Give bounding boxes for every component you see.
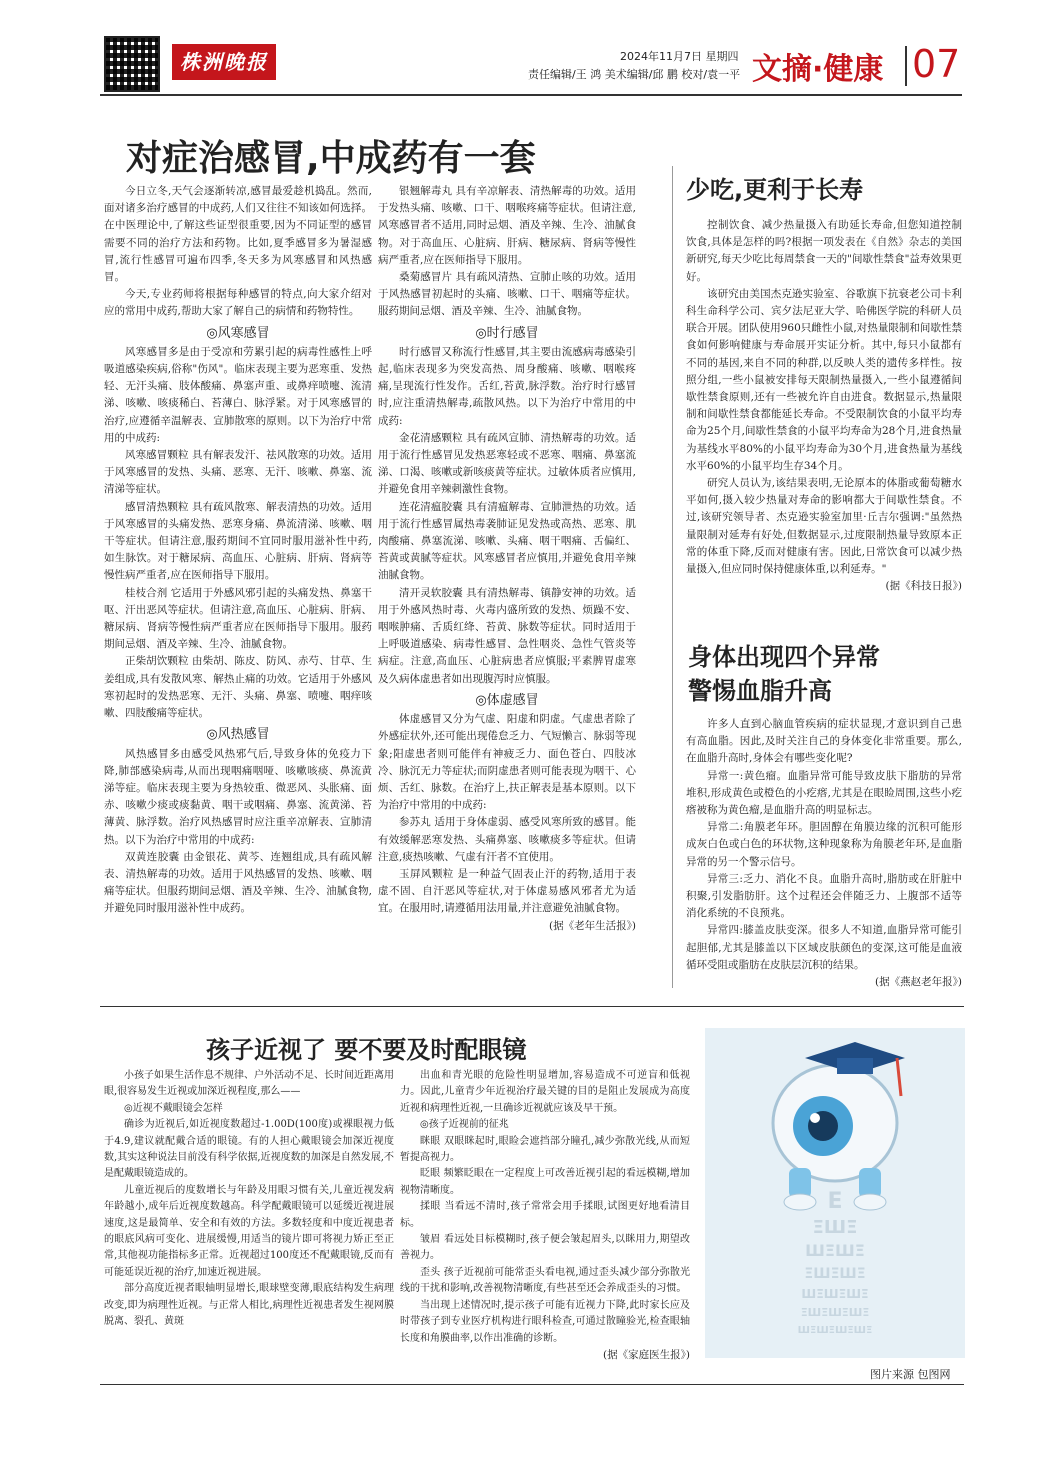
- paragraph: 玉屏风颗粒 是一种益气固表止汗的药物,适用于表虚不固、自汗恶风等症状,对于体虚易感风邪者尤为适宜。在服用时,请遵循用法用量,并注意避免油腻食物。: [378, 867, 636, 915]
- image-caption: 图片来源 包图网: [870, 1368, 951, 1381]
- paragraph: 儿童近视后的度数增长与年龄及用眼习惯有关,儿童近视发病年龄越小,成年后近视度数越高。科学配戴眼镜可以延缓近视进展速度,这是最简单、安全和有效的方法。多数轻度和中度近视患者的眼底风病可变化、进展缓慢,用适当的镜片即可将视力矫正至正常,其他视功能指标多正常。近视超过100度还不配戴眼镜,反而有可能延误近视的治疗,加速近视进展。: [104, 1184, 394, 1278]
- article-title-eat-less: 少吃,更利于长寿: [686, 176, 864, 204]
- article-source: (据《家庭医生报》): [603, 1348, 690, 1361]
- paragraph: 今天,专业药师将根据每种感冒的特点,向大家介绍对应的常用中成药,帮助大家了解自己的病情和药物特性。: [104, 288, 372, 318]
- section-title: 文摘·健康: [752, 52, 884, 87]
- svg-text:ΞШΞШΞ: ΞШΞШΞ: [804, 1266, 866, 1282]
- editor-credits: 责任编辑/王 鸿 美术编辑/邱 鹏 校对/袁一平: [528, 68, 741, 81]
- paragraph: 控制饮食、减少热量摄入有助延长寿命,但您知道控制饮食,具体是怎样的吗?根据一项发表在《自然》杂志的美国新研究,每天少吃比每周禁食一天的"间歇性禁食"益寿效果更好。: [686, 219, 962, 283]
- paragraph: 今日立冬,天气会逐渐转凉,感冒最爱趁机捣乱。然而,面对诸多治疗感冒的中成药,人们又往往不知该如何选择。在中医理论中,了解这些证型很重要,因为不同证型的感冒需要不同的治疗方法和药物。比如,夏季感冒多为暑湿感冒,流行性感冒可遍布四季,冬天多为风寒感冒和风热感冒。: [104, 185, 372, 284]
- title-line: 身体出现四个异常: [688, 643, 880, 671]
- svg-text:ШΞШΞ: ШΞШΞ: [805, 1241, 865, 1260]
- svg-text:ШΞШΞШΞШΞ: ШΞШΞШΞШΞ: [797, 1325, 873, 1336]
- paragraph: 该研究由美国杰克逊实验室、谷歌旗下抗衰老公司卡利科生命科学公司、宾夕法尼亚大学、哈佛医学院的科研人员联合开展。团队使用960只雌性小鼠,对热量限制和间歇性禁食如何影响健康与寿命展开实证分析。其中,每只小鼠都有不同的基因,来自不同的种群,以反映人类的遗传多样性。按照分组,一些小鼠被安排每天限制热量摄入,一些小鼠遵循间歇性禁食原则,还有一些被允许自由进食。数据显示,热量限制和间歇性禁食都能延长寿命。不受限制饮食的小鼠平均寿命为25个月,间歇性禁食的小鼠平均寿命为28个月,进食热量为基线水平80%的小鼠平均寿命为30个月,进食热量为基线水平60%的小鼠平均生存34个月。: [686, 287, 962, 472]
- subheading-wind-cold: ◎风寒感冒: [206, 325, 270, 341]
- article-cold-col2: [378, 183, 636, 935]
- paragraph: 小孩子如果生活作息不规律、户外活动不足、长时间近距离用眼,很容易发生近视或加深近视程度,那么——: [104, 1070, 394, 1098]
- paragraph: 金花清感颗粒 具有疏风宣肺、清热解毒的功效。适用于流行性感冒见发热恶寒轻或不恶寒、咽痛、鼻塞流涕、口渴、咳嗽或新咳痰黄等症状。过敏体质者应慎用,并避免食用辛辣刺激性食物。: [378, 431, 636, 496]
- column-divider: [672, 166, 673, 988]
- eye-chart-illustration: [705, 1028, 965, 1358]
- article-source: (据《燕赵老年报》): [875, 976, 962, 989]
- paragraph: 桂枝合剂 它适用于外感风邪引起的头痛发热、鼻塞干呕、汗出恶风等症状。但请注意,高血压、心脏病、肝病、糖尿病、肾病等慢性病严重者应在医师指导下服用。服药期间忌烟、酒及辛辣、生冷、油腻食物。: [104, 586, 372, 651]
- header-divider: [905, 46, 907, 86]
- qr-code: [104, 36, 160, 92]
- paragraph: 皱眉 看远处目标模糊时,孩子便会皱起眉头,以眯用力,期望改善视力。: [400, 1234, 690, 1262]
- paragraph: 风寒感冒多是由于受凉和劳累引起的病毒性感性上呼吸道感染疾病,俗称"伤风"。临床表现主要为恶寒重、发热轻、无汗头痛、肢体酸痛、鼻塞声重、或鼻痒喷嚏、流清涕、咳嗽、咳痰稀白、苔薄白、脉浮紧。对于风寒感冒的治疗,应遵循辛温解表、宣肺散寒的原则。以下为治疗中常用的中成药:: [104, 345, 372, 444]
- subheading: ◎孩子近视前的征兆: [420, 1119, 509, 1131]
- footer-rule: [100, 1384, 964, 1385]
- paragraph: 参苏丸 适用于身体虚弱、感受风寒所致的感冒。能有效缓解恶寒发热、头痛鼻塞、咳嗽痰多等症状。但请注意,痰热咳嗽、气虚有汗者不宜使用。: [378, 816, 636, 863]
- paragraph: 异常四:膝盖皮肤变深。很多人不知道,血脂异常可能引起胆郁,尤其是膝盖以下区域皮肤颜色的变深,这可能是血液循环受阻或脂肪在皮肤层沉积的结果。: [686, 924, 962, 971]
- svg-text:E: E: [827, 1189, 843, 1214]
- paragraph: 异常三:乏力、消化不良。血脂升高时,脂肪或在肝脏中积聚,引发脂肪肝。这个过程还会伴随乏力、上腹部不适等消化系统的不良预兆。: [686, 872, 962, 920]
- article-myopia-col1: [104, 1068, 394, 1331]
- article-title-myopia: 孩子近视了 要不要及时配眼镜: [206, 1036, 527, 1064]
- paragraph: 风热感冒多由感受风热邪气后,导致身体的免疫力下降,肺部感染病毒,从而出现咽痛咽哑、咳嗽咳痰、鼻流黄涕等症。临床表现主要为身热较重、微恶风、头胀痛、面赤、咳嗽少痰或痰黏黄、咽干或咽痛、鼻塞、流黄涕、苔薄黄、脉浮数。治疗风热感冒时应注重辛凉解表、宣肺清热。以下为治疗中常用的中成药:: [104, 747, 372, 846]
- article-title-blood-lipid: [688, 640, 880, 708]
- paragraph: 时行感冒又称流行性感冒,其主要由流感病毒感染引起,临床表现多为突发高热、周身酸痛、咳嗽、咽喉疼痛,呈现流行性发作。舌红,苔黄,脉浮数。治疗时行感冒时,应注重清热解毒,疏散风热。以下为治疗中常用的中成药:: [378, 345, 636, 427]
- subheading: ◎近视不戴眼镜会怎样: [124, 1102, 223, 1114]
- paragraph: 出血和青光眼的危险性明显增加,容易造成不可逆盲和低视力。因此,儿童青少年近视治疗最关键的目的是阻止发展成为高度近视和病理性近视,一旦确诊近视就应该及早干预。: [400, 1070, 690, 1114]
- paragraph: 连花清瘟胶囊 具有清瘟解毒、宣肺泄热的功效。适用于流行性感冒属热毒袭肺证见发热或高热、恶寒、肌肉酸痛、鼻塞流涕、咳嗽、头痛、咽干咽痛、舌偏红、苔黄或黄腻等症状。风寒感冒者应慎用,并避免食用辛辣油腻食物。: [378, 500, 636, 582]
- article-source: (据《老年生活报》): [549, 919, 636, 932]
- article-title-cold-medicine: 对症治感冒,中成药有一套: [126, 138, 536, 179]
- article-eat-less-body: [686, 217, 962, 595]
- paragraph: 眨眼 频繁眨眼在一定程度上可改善近视引起的看远模糊,增加视物清晰度。: [400, 1168, 690, 1196]
- paragraph: 清开灵软胶囊 具有清热解毒、镇静安神的功效。适用于外感风热时毒、火毒内盛所致的发热、烦躁不安、咽喉肿痛、舌质红绛、苔黄、脉数等症状。同时适用于上呼吸道感染、病毒性感冒、急性咽炎、急性气管炎等病症。注意,高血压、心脏病患者应慎服;平素脾胃虚寒及久病体虚患者如出现腹泻时应慎服。: [378, 586, 636, 685]
- issue-date: 2024年11月7日 星期四: [620, 50, 739, 63]
- newspaper-logo: 株洲晚报: [172, 44, 276, 80]
- paragraph: 正柴胡饮颗粒 由柴胡、陈皮、防风、赤芍、甘草、生姜组成,具有发散风寒、解热止痛的功效。它适用于外感风寒初起时的发热恶寒、无汗、头痛、鼻塞、喷嚏、咽痒咳嗽、四肢酸痛等症状。: [104, 655, 372, 720]
- page-number: 07: [912, 42, 961, 86]
- paragraph: 歪头 孩子近视前可能常歪头看电视,通过歪头减少部分弥散光线的干扰和影响,改善视物清晰度,有些甚至还会养成歪头的习惯。: [400, 1266, 690, 1295]
- paragraph: 感冒清热颗粒 具有疏风散寒、解表清热的功效。适用于风寒感冒的头痛发热、恶寒身痛、鼻流清涕、咳嗽、咽干等症状。但请注意,服药期间不宜同时服用滋补性中药,如生脉饮。对于糖尿病、高血压、心脏病、肝病、肾病等慢性病严重者,应在医师指导下服用。: [104, 500, 372, 582]
- paragraph: 部分高度近视者眼轴明显增长,眼球壁变薄,眼底结构发生病理改变,即为病理性近视。与正常人相比,病理性近视患者发生视网膜脱离、裂孔、黄斑: [104, 1283, 394, 1328]
- subheading-wind-heat: ◎风热感冒: [206, 727, 270, 743]
- paragraph: 桑菊感冒片 具有疏风清热、宣肺止咳的功效。适用于风热感冒初起时的头痛、咳嗽、口干、咽痛等症状。服药期间忌烟、酒及辛辣、生冷、油腻食物。: [378, 271, 636, 318]
- article-blood-lipid-body: [686, 716, 962, 991]
- paragraph: 许多人直到心脑血管疾病的症状显现,才意识到自己患有高血脂。因此,及时关注自己的身体变化非常重要。那么,在血脂升高时,身体会有哪些变化呢?: [686, 718, 962, 765]
- subheading-epidemic: ◎时行感冒: [475, 325, 539, 341]
- paragraph: 银翘解毒丸 具有辛凉解表、清热解毒的功效。适用于发热头痛、咳嗽、口干、咽喉疼痛等症状。但请注意,风寒感冒者不适用,同时忌烟、酒及辛辣、生冷、油腻食物。对于高血压、心脏病、肝病、糖尿病、肾病等慢性病严重者,应在医师指导下服用。: [378, 185, 636, 266]
- paragraph: 体虚感冒又分为气虚、阳虚和阴虚。气虚患者除了外感症状外,还可能出现倦怠乏力、气短懒言、脉弱等现象;阳虚患者则可能伴有神疲乏力、面色苍白、四肢冰冷、脉沉无力等症状;而阴虚患者则可能表现为咽干、心烦、舌红、脉数。在治疗上,扶正解表是基本原则。以下为治疗中常用的中成药:: [378, 713, 636, 812]
- title-line: 警惕血脂升高: [688, 677, 832, 705]
- subheading-weak-body: ◎体虚感冒: [475, 692, 539, 708]
- article-myopia-col2: [400, 1068, 690, 1363]
- paragraph: 异常二:角膜老年环。胆固醇在角膜边缘的沉积可能形成灰白色或白色的环状物,这种现象称为角膜老年环,是血脂异常的另一个警示信号。: [686, 821, 962, 868]
- header-rule: [100, 94, 962, 96]
- article-source: (据《科技日报》): [885, 580, 962, 593]
- article-cold-col1: [104, 183, 372, 918]
- paragraph: 异常一:黄色瘤。血脂异常可能导致皮肤下脂肪的异常堆积,形成黄色或橙色的小疙瘩,尤其是在眼睑周围,这些小疙瘩被称为黄色瘤,是血脂升高的明显标志。: [686, 769, 962, 817]
- paragraph: 研究人员认为,该结果表明,无论原本的体脂或葡萄糖水平如何,摄入较少热量对寿命的影响都大于间歇性禁食。不过,该研究领导者、杰克逊实验室加里·丘吉尔强调:"虽然热量限制对延寿有好处,但数据显示,过度限制热量导致原本正常的体重下降,反而对健康有害。因此,日常饮食可以减少热量摄入,但应同时保持健康体重,以利延寿。": [686, 477, 962, 576]
- svg-text:ШΞШΞШΞ: ШΞШΞШΞ: [801, 1287, 869, 1301]
- paragraph: 眯眼 双眼眯起时,眼睑会遮挡部分瞳孔,减少弥散光线,从而短暂提高视力。: [400, 1135, 690, 1164]
- svg-text:ΞШΞШΞШΞ: ΞШΞШΞШΞ: [800, 1306, 870, 1319]
- paragraph: 双黄连胶囊 由金银花、黄芩、连翘组成,具有疏风解表、清热解毒的功效。适用于风热感冒的发热、咳嗽、咽痛等症状。但服药期间忌烟、酒及辛辣、生冷、油腻食物,并避免同时服用滋补性中成药。: [104, 850, 372, 915]
- eyeball-mascot-icon: [705, 1028, 965, 1358]
- paragraph: 揉眼 当看远不清时,孩子常常会用手揉眼,试图更好地看清目标。: [400, 1201, 690, 1229]
- paragraph: 确诊为近视后,如近视度数超过-1.00D(100度)或裸眼视力低于4.9,建议就配戴合适的眼镜。有的人担心戴眼镜会加深近视度数,其实这种说法目前没有科学依据,近视度数的加深是自然发展,不是配戴眼镜造成的。: [104, 1119, 394, 1180]
- svg-text:ΞШΞ: ΞШΞ: [812, 1217, 858, 1238]
- paragraph: 风寒感冒颗粒 具有解表发汗、祛风散寒的功效。适用于风寒感冒的发热、头痛、恶寒、无汗、咳嗽、鼻塞、流清涕等症状。: [104, 449, 372, 496]
- paragraph: 当出现上述情况时,提示孩子可能有近视力下降,此时家长应及时带孩子到专业医疗机构进行眼科检查,可通过散瞳验光,检查眼轴长度和角膜曲率,以作出准确的诊断。: [400, 1299, 690, 1344]
- section-rule: [100, 1006, 964, 1007]
